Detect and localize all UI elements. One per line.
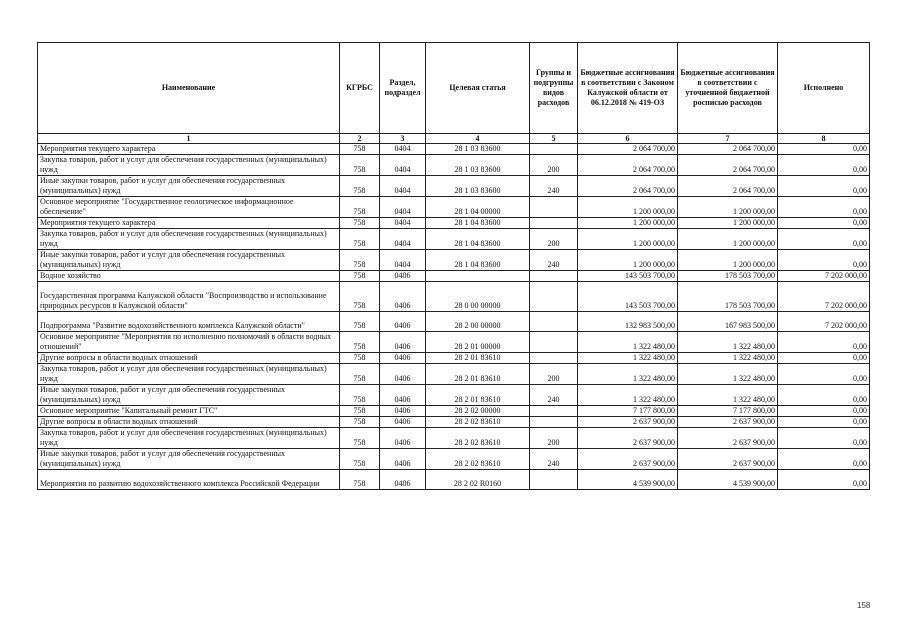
table-row: [38, 417, 870, 428]
row-kgrbs: 758: [340, 470, 380, 490]
row-name: Иные закупки товаров, работ и услуг для обеспечения государственных (муниципальных) нужд: [38, 176, 340, 197]
row-refined-amount: 1 322 480,00: [678, 353, 778, 364]
row-target-article: 28 2 02 83610: [426, 428, 530, 449]
row-refined-amount: 167 983 500,00: [678, 312, 778, 332]
row-section: 0404: [380, 144, 426, 155]
row-kgrbs: 758: [340, 385, 380, 406]
row-refined-amount: 1 322 480,00: [678, 385, 778, 406]
row-target-article: 28 2 01 83610: [426, 385, 530, 406]
row-kgrbs: 758: [340, 155, 380, 176]
row-executed-amount: 0,00: [778, 417, 870, 428]
row-expense-group: [530, 353, 578, 364]
row-kgrbs: 758: [340, 144, 380, 155]
row-target-article: 28 2 01 83610: [426, 364, 530, 385]
row-refined-amount: 2 637 900,00: [678, 417, 778, 428]
row-law-amount: 1 200 000,00: [578, 197, 678, 218]
row-target-article: 28 1 04 00000: [426, 197, 530, 218]
row-expense-group: [530, 312, 578, 332]
row-name: Иные закупки товаров, работ и услуг для обеспечения государственных (муниципальных) нужд: [38, 449, 340, 470]
row-target-article: 28 1 03 83600: [426, 144, 530, 155]
header-row: [38, 43, 870, 134]
header-refined-allocations: Бюджетные ассигнования в соответствии с уточненной бюджетной росписью расходов: [678, 43, 778, 134]
row-executed-amount: 0,00: [778, 353, 870, 364]
column-number-row: [38, 134, 870, 144]
row-executed-amount: 7 202 000,00: [778, 282, 870, 312]
row-target-article: [426, 271, 530, 282]
row-name: Закупка товаров, работ и услуг для обеспечения государственных (муниципальных) нужд: [38, 229, 340, 250]
table-row: [38, 364, 870, 385]
row-law-amount: 1 200 000,00: [578, 218, 678, 229]
row-kgrbs: 758: [340, 312, 380, 332]
row-executed-amount: 0,00: [778, 155, 870, 176]
row-name: Иные закупки товаров, работ и услуг для обеспечения государственных (муниципальных) нужд: [38, 250, 340, 271]
row-kgrbs: 758: [340, 218, 380, 229]
row-kgrbs: 758: [340, 417, 380, 428]
row-refined-amount: 1 200 000,00: [678, 229, 778, 250]
row-executed-amount: 0,00: [778, 428, 870, 449]
row-kgrbs: 758: [340, 353, 380, 364]
row-expense-group: [530, 144, 578, 155]
row-expense-group: [530, 332, 578, 353]
row-section: 0404: [380, 229, 426, 250]
row-law-amount: 132 983 500,00: [578, 312, 678, 332]
row-target-article: 28 2 02 83610: [426, 449, 530, 470]
row-section: 0406: [380, 470, 426, 490]
row-name: Водное хозяйство: [38, 271, 340, 282]
table-row: [38, 353, 870, 364]
table-row: [38, 176, 870, 197]
row-kgrbs: 758: [340, 449, 380, 470]
row-name: Основное мероприятие "Капитальный ремонт ГТС": [38, 406, 340, 417]
row-executed-amount: 0,00: [778, 197, 870, 218]
column-number: 8: [778, 134, 870, 144]
row-target-article: 28 2 02 83610: [426, 417, 530, 428]
row-kgrbs: 758: [340, 282, 380, 312]
row-law-amount: 2 064 700,00: [578, 155, 678, 176]
table-row: [38, 197, 870, 218]
row-name: Подпрограмма "Развитие водохозяйственного комплекса Калужской области": [38, 312, 340, 332]
column-number: 5: [530, 134, 578, 144]
row-refined-amount: 1 322 480,00: [678, 332, 778, 353]
row-expense-group: 200: [530, 155, 578, 176]
column-number: 3: [380, 134, 426, 144]
table-row: [38, 470, 870, 490]
row-section: 0406: [380, 364, 426, 385]
row-refined-amount: 178 503 700,00: [678, 282, 778, 312]
row-refined-amount: 1 200 000,00: [678, 197, 778, 218]
row-target-article: 28 2 02 R0160: [426, 470, 530, 490]
row-law-amount: 2 064 700,00: [578, 144, 678, 155]
header-section: Раздел, подраздел: [380, 43, 426, 134]
row-name: Другие вопросы в области водных отношений: [38, 353, 340, 364]
header-kgrbs: КГРБС: [340, 43, 380, 134]
row-kgrbs: 758: [340, 364, 380, 385]
row-expense-group: 200: [530, 229, 578, 250]
row-expense-group: 240: [530, 250, 578, 271]
row-target-article: 28 1 03 83600: [426, 155, 530, 176]
budget-execution-table: [37, 42, 870, 490]
header-target-article: Целевая статья: [426, 43, 530, 134]
table-row: [38, 406, 870, 417]
row-executed-amount: 0,00: [778, 250, 870, 271]
row-refined-amount: 7 177 800,00: [678, 406, 778, 417]
row-section: 0406: [380, 282, 426, 312]
row-target-article: 28 2 01 83610: [426, 353, 530, 364]
row-expense-group: [530, 282, 578, 312]
row-executed-amount: 0,00: [778, 385, 870, 406]
row-target-article: 28 2 00 00000: [426, 312, 530, 332]
header-expense-groups: Группы и подгруппы видов расходов: [530, 43, 578, 134]
row-kgrbs: 758: [340, 197, 380, 218]
row-section: 0404: [380, 197, 426, 218]
row-name: Закупка товаров, работ и услуг для обеспечения государственных (муниципальных) нужд: [38, 155, 340, 176]
row-executed-amount: 0,00: [778, 470, 870, 490]
row-section: 0404: [380, 155, 426, 176]
table-row: [38, 155, 870, 176]
row-section: 0404: [380, 250, 426, 271]
row-name: Закупка товаров, работ и услуг для обеспечения государственных (муниципальных) нужд: [38, 364, 340, 385]
row-section: 0406: [380, 312, 426, 332]
table-row: [38, 282, 870, 312]
table-row: [38, 312, 870, 332]
row-law-amount: 1 200 000,00: [578, 250, 678, 271]
table-row: [38, 332, 870, 353]
row-section: 0406: [380, 271, 426, 282]
table-row: [38, 144, 870, 155]
row-refined-amount: 1 200 000,00: [678, 250, 778, 271]
row-section: 0406: [380, 428, 426, 449]
row-kgrbs: 758: [340, 271, 380, 282]
row-executed-amount: 0,00: [778, 332, 870, 353]
row-refined-amount: 2 637 900,00: [678, 449, 778, 470]
table-row: [38, 250, 870, 271]
table-row: [38, 385, 870, 406]
row-section: 0406: [380, 406, 426, 417]
row-refined-amount: 178 503 700,00: [678, 271, 778, 282]
header-law-allocations: Бюджетные ассигнования в соответствии с Законом Калужской области от 06.12.2018 № 419-ОЗ: [578, 43, 678, 134]
row-name: Государственная программа Калужской области "Воспроизводство и использование природных ресурсов в Калужской области": [38, 282, 340, 312]
column-number: 7: [678, 134, 778, 144]
row-name: Мероприятия текущего характера: [38, 218, 340, 229]
row-expense-group: [530, 197, 578, 218]
row-executed-amount: 0,00: [778, 449, 870, 470]
row-refined-amount: 4 539 900,00: [678, 470, 778, 490]
row-kgrbs: 758: [340, 229, 380, 250]
row-expense-group: [530, 470, 578, 490]
table-row: [38, 428, 870, 449]
row-target-article: 28 1 03 83600: [426, 176, 530, 197]
row-law-amount: 4 539 900,00: [578, 470, 678, 490]
row-expense-group: [530, 406, 578, 417]
row-target-article: 28 1 04 83600: [426, 229, 530, 250]
row-law-amount: 2 637 900,00: [578, 417, 678, 428]
row-section: 0406: [380, 332, 426, 353]
row-target-article: 28 2 01 00000: [426, 332, 530, 353]
row-law-amount: 1 322 480,00: [578, 332, 678, 353]
row-kgrbs: 758: [340, 406, 380, 417]
row-name: Мероприятия текущего характера: [38, 144, 340, 155]
column-number: 2: [340, 134, 380, 144]
row-refined-amount: 2 064 700,00: [678, 144, 778, 155]
row-target-article: 28 1 04 83600: [426, 218, 530, 229]
row-law-amount: 2 637 900,00: [578, 449, 678, 470]
row-section: 0406: [380, 417, 426, 428]
column-number: 6: [578, 134, 678, 144]
row-kgrbs: 758: [340, 176, 380, 197]
row-law-amount: 143 503 700,00: [578, 282, 678, 312]
row-refined-amount: 2 064 700,00: [678, 155, 778, 176]
row-section: 0406: [380, 385, 426, 406]
row-refined-amount: 2 064 700,00: [678, 176, 778, 197]
row-refined-amount: 1 322 480,00: [678, 364, 778, 385]
row-name: Мероприятия по развитию водохозяйственного комплекса Российской Федерации: [38, 470, 340, 490]
table-row: [38, 218, 870, 229]
table-row: [38, 449, 870, 470]
row-name: Закупка товаров, работ и услуг для обеспечения государственных (муниципальных) нужд: [38, 428, 340, 449]
row-kgrbs: 758: [340, 332, 380, 353]
row-expense-group: [530, 218, 578, 229]
column-number: 4: [426, 134, 530, 144]
row-law-amount: 2 637 900,00: [578, 428, 678, 449]
row-target-article: 28 1 04 83600: [426, 250, 530, 271]
row-target-article: 28 0 00 00000: [426, 282, 530, 312]
row-law-amount: 7 177 800,00: [578, 406, 678, 417]
row-refined-amount: 1 200 000,00: [678, 218, 778, 229]
row-kgrbs: 758: [340, 428, 380, 449]
header-executed: Исполнено: [778, 43, 870, 134]
row-executed-amount: 0,00: [778, 364, 870, 385]
row-expense-group: 200: [530, 428, 578, 449]
row-executed-amount: 0,00: [778, 144, 870, 155]
row-name: Основное мероприятие "Мероприятия по исполнению полномочий в области водных отношений": [38, 332, 340, 353]
row-law-amount: 1 322 480,00: [578, 364, 678, 385]
row-expense-group: [530, 417, 578, 428]
row-section: 0404: [380, 218, 426, 229]
row-refined-amount: 2 637 900,00: [678, 428, 778, 449]
table-body: [38, 144, 870, 490]
row-expense-group: [530, 271, 578, 282]
row-executed-amount: 0,00: [778, 406, 870, 417]
row-executed-amount: 0,00: [778, 229, 870, 250]
row-section: 0406: [380, 353, 426, 364]
row-expense-group: 200: [530, 364, 578, 385]
table-row: [38, 271, 870, 282]
row-law-amount: 1 322 480,00: [578, 353, 678, 364]
row-name: Другие вопросы в области водных отношений: [38, 417, 340, 428]
row-name: Иные закупки товаров, работ и услуг для обеспечения государственных (муниципальных) нужд: [38, 385, 340, 406]
column-number: 1: [38, 134, 340, 144]
row-expense-group: 240: [530, 385, 578, 406]
row-kgrbs: 758: [340, 250, 380, 271]
row-law-amount: 1 200 000,00: [578, 229, 678, 250]
row-expense-group: 240: [530, 176, 578, 197]
row-executed-amount: 0,00: [778, 218, 870, 229]
row-executed-amount: 7 202 000,00: [778, 271, 870, 282]
row-executed-amount: 7 202 000,00: [778, 312, 870, 332]
table-row: [38, 229, 870, 250]
row-law-amount: 1 322 480,00: [578, 385, 678, 406]
row-expense-group: 240: [530, 449, 578, 470]
header-name: Наименование: [38, 43, 340, 134]
row-section: 0404: [380, 176, 426, 197]
page-number: 158: [857, 601, 871, 610]
row-target-article: 28 2 02 00000: [426, 406, 530, 417]
row-executed-amount: 0,00: [778, 176, 870, 197]
row-law-amount: 143 503 700,00: [578, 271, 678, 282]
row-law-amount: 2 064 700,00: [578, 176, 678, 197]
row-section: 0406: [380, 449, 426, 470]
row-name: Основное мероприятие "Государственное геологическое информационное обеспечение": [38, 197, 340, 218]
